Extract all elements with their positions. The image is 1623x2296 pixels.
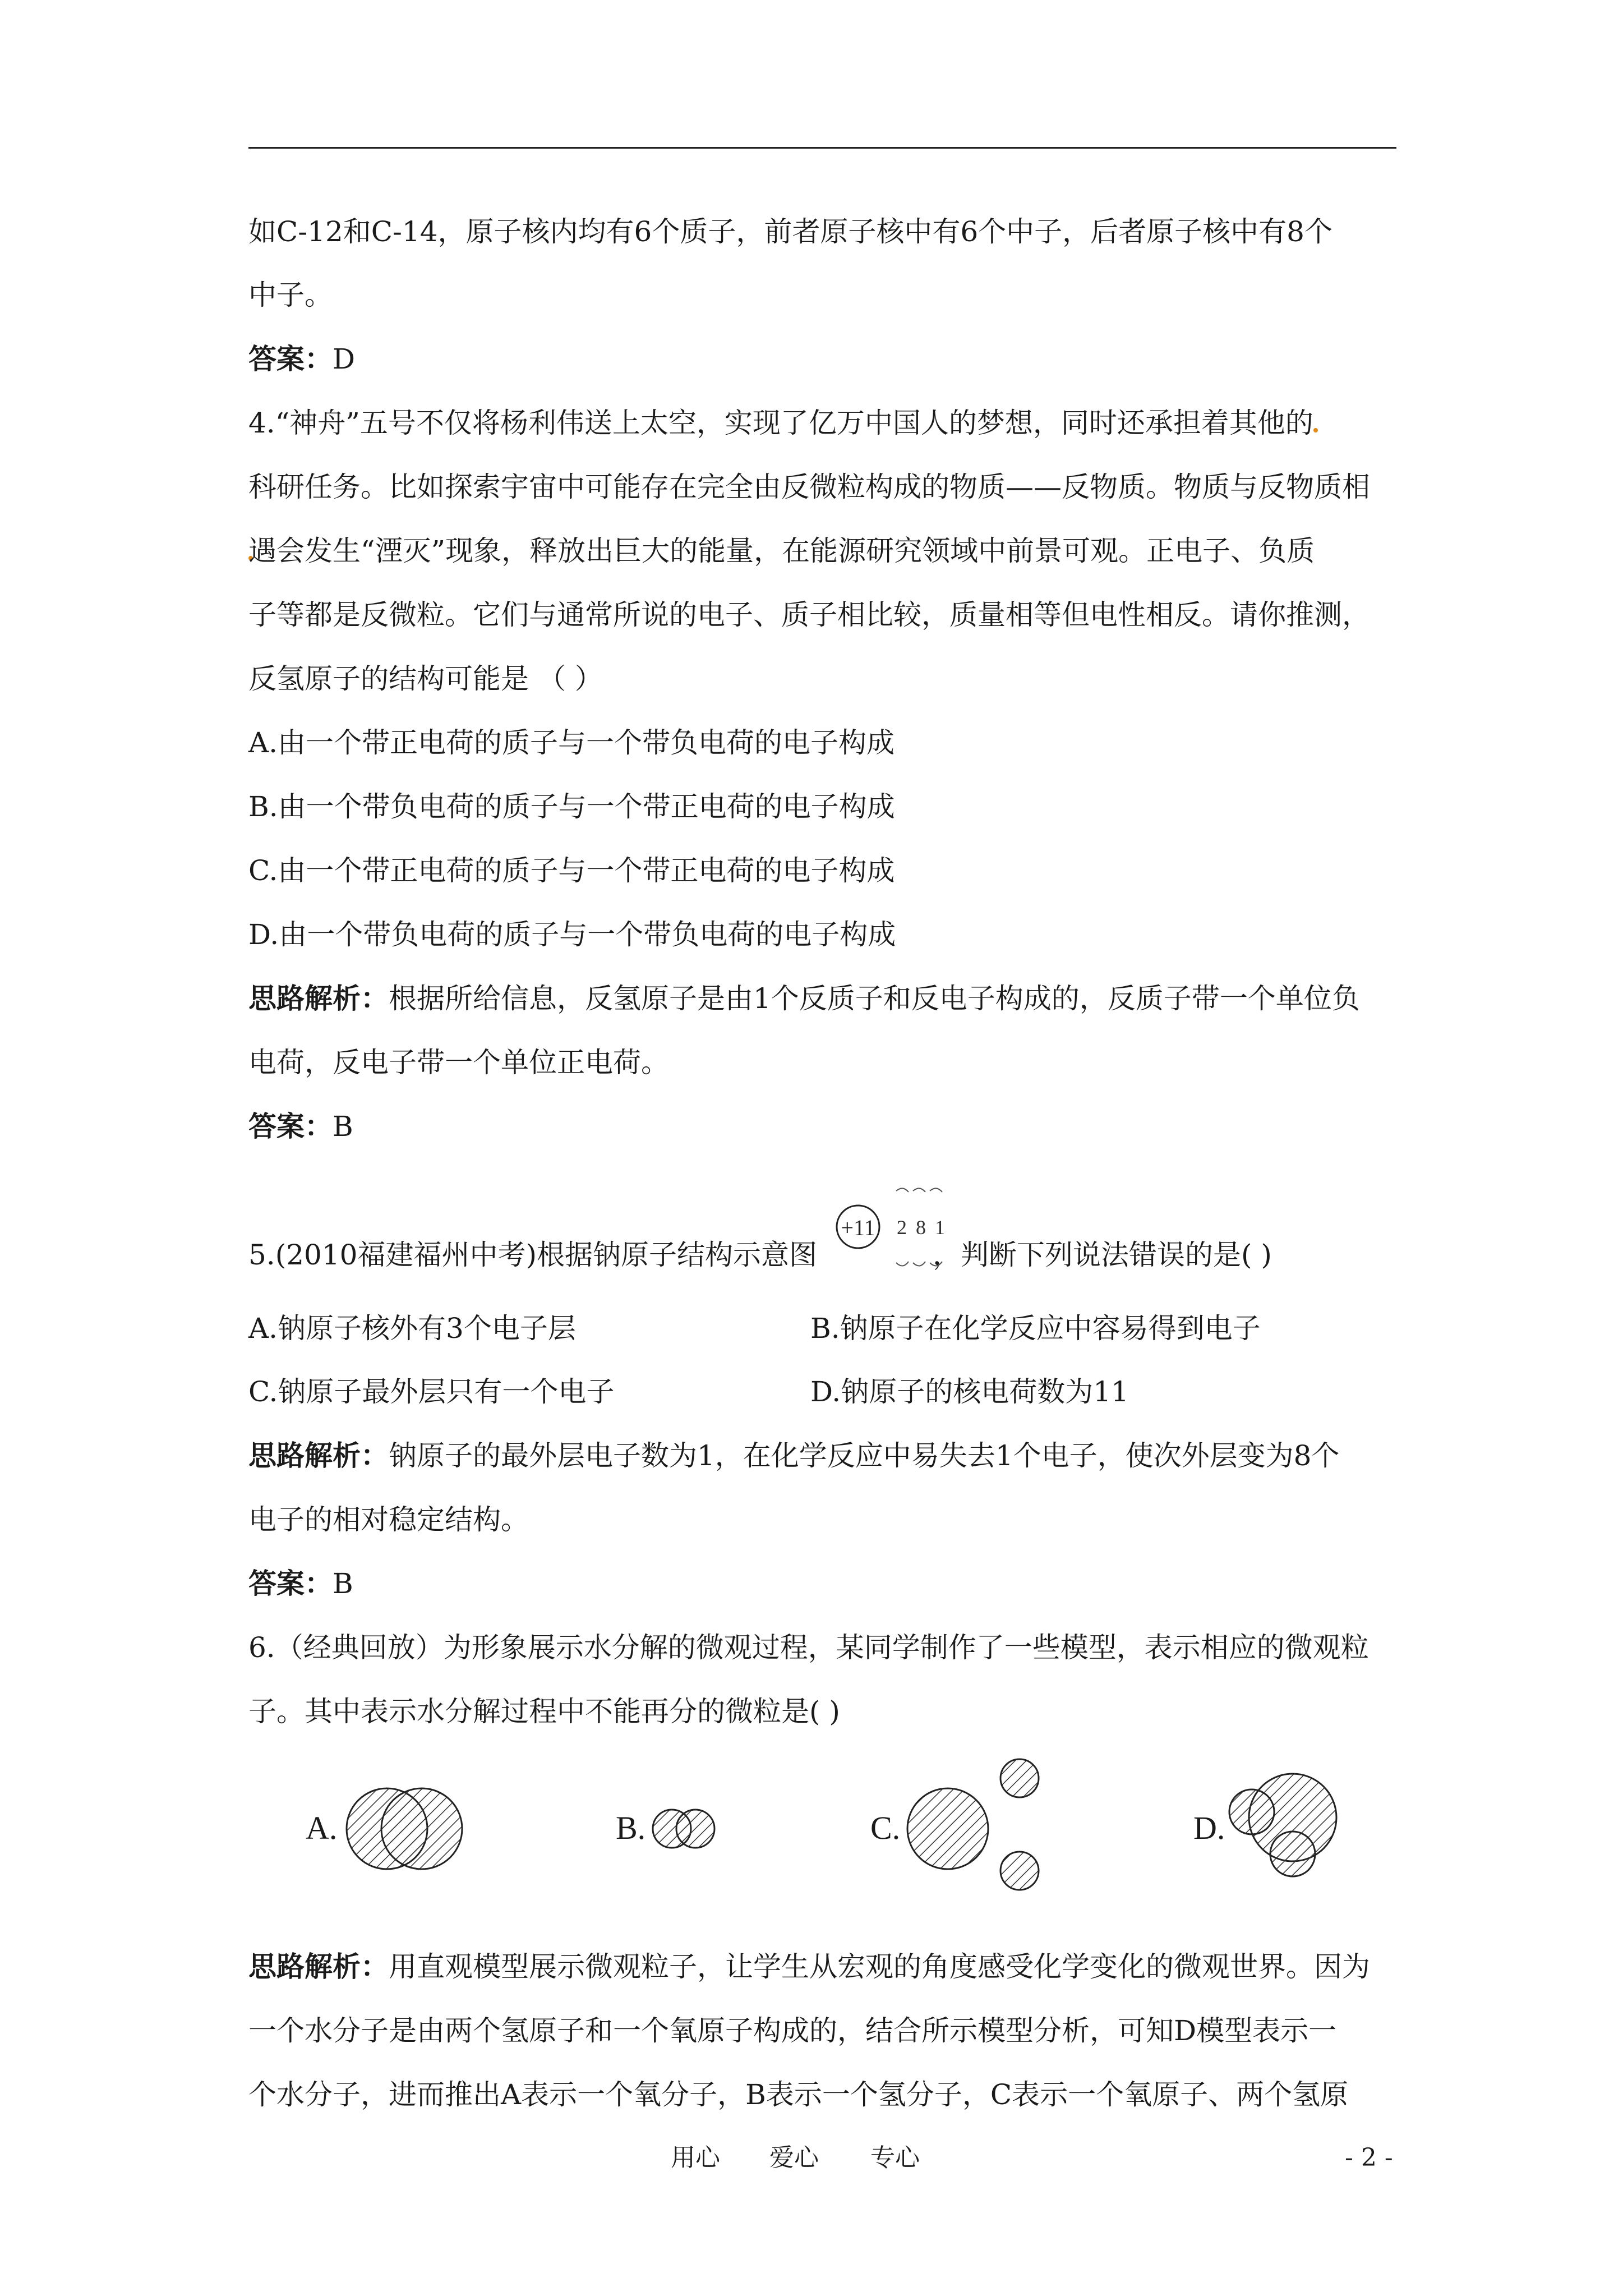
analysis-line: 电子的相对稳定结构。 [248,1503,529,1536]
shell-count: 1 [935,1216,945,1239]
shell-arc [930,1188,942,1192]
analysis-line: 电荷，反电子带一个单位正电荷。 [248,1046,669,1079]
paragraph-line: 如C-12和C-14，原子核内均有6个质子，前者原子核中有6个中子，后者原子核中有8个 [248,215,1332,248]
page-number: - 2 - [1345,2143,1393,2172]
question-6-line-1: 6.（经典回放）为形象展示水分解的微观过程，某同学制作了一些模型，表示相应的微观粒 [248,1631,1369,1664]
question-text: 遇会发生“湮灭”现象，释放出巨大的能量，在能源研究领域中前景可观。正电子、负质 [248,535,1315,567]
analysis-label: 思路解析： [248,982,389,1015]
option-c: C.由一个带正电荷的质子与一个带正电荷的电子构成 [248,854,895,887]
analysis-line: 个水分子，进而推出A表示一个氧分子，B表示一个氢分子，C表示一个氧原子、两个氢原 [248,2078,1349,2111]
atom-circle [381,1788,462,1869]
question-text: 4.“神舟”五号不仅将杨利伟送上太空，实现了亿万中国人的梦想，同时还承担着其他的 [248,407,1313,439]
model-b-hydrogen-molecule [645,1801,729,1857]
model-d-water-molecule [1223,1756,1352,1885]
answer-label: 答案： [248,1110,333,1143]
question-6-line-2: 子。其中表示水分解过程中不能再分的微粒是( ) [248,1695,840,1728]
option-a: A.钠原子核外有3个电子层 [248,1312,576,1345]
footer-slogan-2: 爱心 [769,2143,819,2172]
option-d: D.由一个带负电荷的质子与一个带负电荷的电子构成 [248,918,896,951]
atom-circle [907,1788,988,1869]
footer-slogan-1: 用心 [671,2143,720,2172]
question-4-line-1 [248,406,1318,440]
analysis-line: 一个水分子是由两个氢原子和一个氧原子构成的，结合所示模型分析，可知D模型表示一 [248,2014,1337,2047]
model-label-a: A. [306,1810,338,1846]
answer-value: D [333,343,356,375]
paragraph-line: 中子。 [248,279,333,311]
atom-circle [1229,1789,1274,1834]
question-text: ，判断下列说法错误的是( ) [932,1239,1272,1271]
analysis-line [248,982,1360,1015]
question-text: 5.(2010福建福州中考)根据钠原子结构示意图 [248,1239,817,1271]
atom-circle [676,1810,714,1848]
nucleus-charge: +11 [841,1215,875,1240]
analysis-line [248,1950,1370,1984]
question-4-line-3 [248,534,1315,568]
shell-count: 8 [916,1216,926,1239]
answer-label: 答案： [248,1567,333,1600]
header-rule [248,147,1396,149]
question-4-line-5: 反氢原子的结构可能是 （ ） [248,662,603,695]
answer-value: B [333,1110,353,1143]
answer-label: 答案： [248,342,333,375]
answer-line [248,1567,353,1600]
shell-arc [896,1188,909,1192]
model-c-separate-atoms [903,1750,1060,1902]
answer-line [248,1110,353,1143]
option-c: C.钠原子最外层只有一个电子 [248,1375,615,1408]
option-d: D.钠原子的核电荷数为11 [810,1375,1129,1408]
analysis-label: 思路解析： [248,1950,389,1983]
shell-arc [913,1188,925,1192]
footer-slogan-3: 专心 [870,2143,920,2172]
question-4-line-4: 子等都是反微粒。它们与通常所说的电子、质子相比较，质量相等但电性相反。请你推测， [248,599,1370,631]
analysis-text: 用直观模型展示微观粒子，让学生从宏观的角度感受化学变化的微观世界。因为 [389,1950,1370,1983]
atom-circle [1000,1852,1039,1890]
answer-line [248,342,355,376]
mark-dot [1313,428,1318,432]
model-label-d: D. [1193,1810,1225,1846]
analysis-text: 钠原子的最外层电子数为1，在化学反应中易失去1个电子，使次外层变为8个 [389,1439,1340,1472]
model-label-c: C. [870,1810,901,1846]
shell-arc [913,1262,925,1266]
model-a-oxygen-molecule [343,1767,478,1885]
shell-arc [896,1262,909,1266]
atom-circle [1000,1759,1039,1797]
shell-arc [930,1262,942,1266]
question-4-line-2: 科研任务。比如探索宇宙中可能存在完全由反微粒构成的物质——反物质。物质与反物质相 [248,471,1370,503]
shell-count: 2 [897,1216,907,1239]
option-b: B.钠原子在化学反应中容易得到电子 [810,1312,1261,1345]
atom-circle [1270,1832,1315,1876]
sodium-atom-diagram [830,1175,976,1293]
option-b: B.由一个带负电荷的质子与一个带正电荷的电子构成 [248,790,895,823]
analysis-line [248,1439,1339,1473]
analysis-text: 根据所给信息，反氢原子是由1个反质子和反电子构成的，反质子带一个单位负 [389,982,1360,1015]
model-label-b: B. [616,1810,646,1846]
question-5-line [248,1238,1272,1272]
analysis-label: 思路解析： [248,1439,389,1472]
option-a: A.由一个带正电荷的质子与一个带负电荷的电子构成 [248,726,895,759]
answer-value: B [333,1567,353,1600]
